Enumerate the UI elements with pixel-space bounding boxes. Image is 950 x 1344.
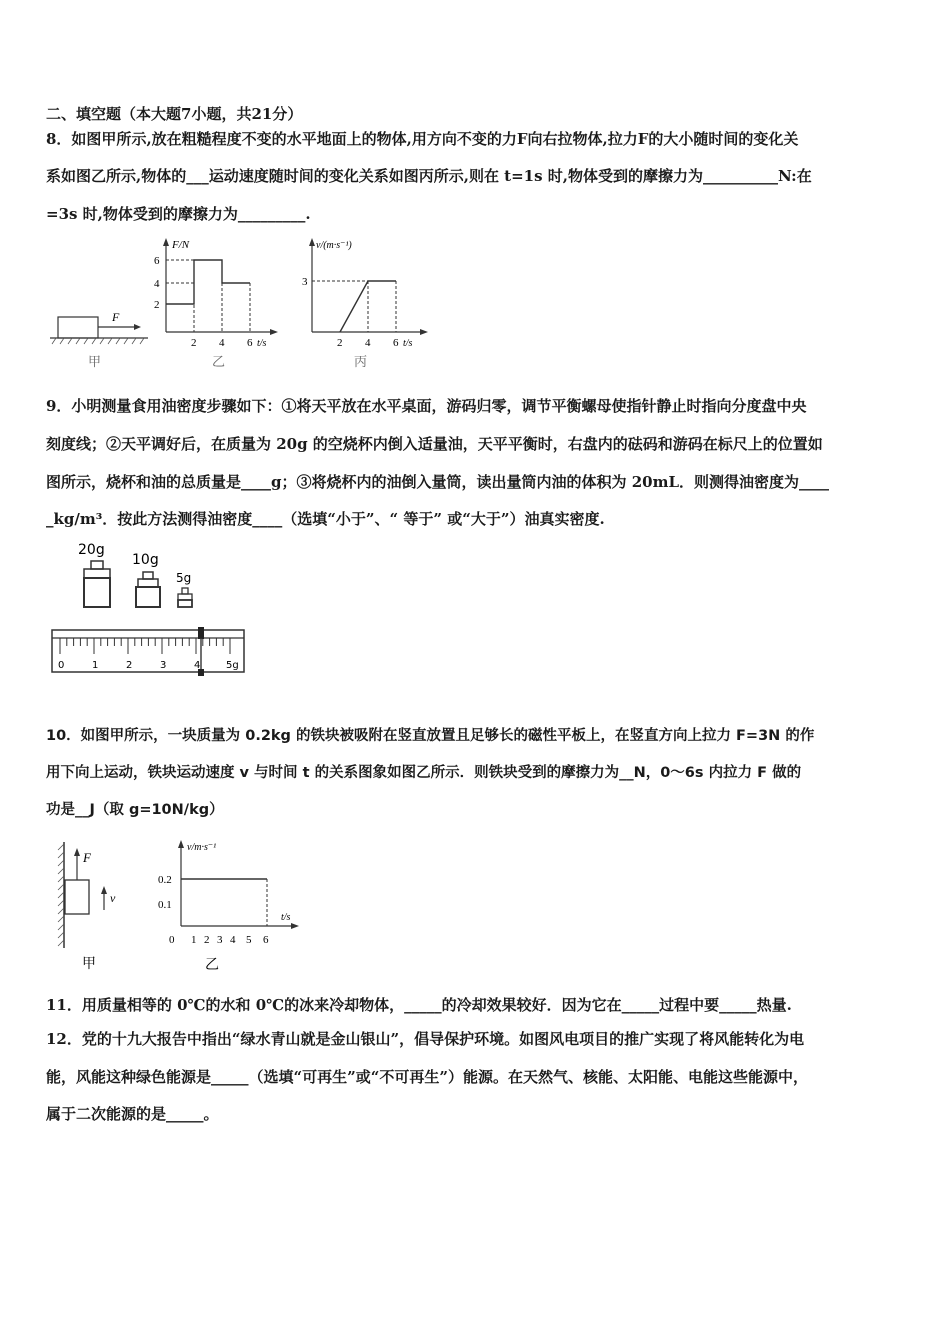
q10-figure-yi [155,836,305,976]
q12-line-2: 能，风能这种绿色能源是_____（选填“可再生”或“不可再生”）能源。在天然气、核能、太阳能、电能这些能源中， [46,1068,809,1086]
y-tick-0.1: 0.1 [158,899,172,911]
x-axis-label: t/s [281,912,291,923]
caption-jia: 甲 [82,957,96,972]
x-tick-6: 6 [263,934,269,946]
block [58,317,98,338]
scale-tick-5g: 5g [226,660,239,671]
x-tick-6: 6 [247,337,253,349]
x-tick-4: 4 [219,337,225,349]
x-axis-label: t/s [403,338,413,349]
scale-tick-4: 4 [194,660,201,671]
iron-block [65,880,89,914]
weight-label-5g: 5g [176,571,192,585]
x-tick-0: 0 [169,934,175,946]
q9-line-3: 图所示，烧杯和油的总质量是____g；③将烧杯内的油倒入量筒，读出量筒内油的体积为 20mL．则测得油密度为____ [46,473,830,491]
y-axis-arrow-icon [163,238,169,246]
q8-line-2: 系如图乙所示,物体的___运动速度随时间的变化关系如图丙所示,则在 t=1s 时,物体受到的摩擦力为__________N:在 [46,167,812,185]
x-axis-label: t/s [257,338,267,349]
guide-lines [166,260,250,332]
q8-line-3: =3s 时,物体受到的摩擦力为_________. [46,205,311,223]
x-tick-3: 3 [217,934,223,946]
scale-tick-3: 3 [160,660,167,671]
x-tick-6: 6 [393,337,399,349]
x-axis-arrow-icon [291,923,299,929]
q8-figure-jia [44,300,154,372]
force-curve [166,260,250,304]
q8-figure-bing [296,236,436,372]
q12-line-3: 属于二次能源的是_____。 [46,1105,219,1123]
velocity-label: v [110,891,116,905]
y-axis-label: v/(m·s⁻¹) [316,240,352,251]
x-tick-5: 5 [246,934,252,946]
q10-figure-jia [50,838,130,972]
y-tick-6: 6 [154,255,160,267]
x-tick-4: 4 [365,337,371,349]
y-tick-4: 4 [154,278,160,290]
y-axis-arrow-icon [309,238,315,246]
section-heading: 二、填空题（本大题7小题，共21分） [46,105,303,123]
x-tick-2: 2 [337,337,343,349]
scale-tick-1: 1 [92,660,99,671]
force-arrow-head-icon [74,848,80,856]
weight-20g-icon [84,561,110,607]
q9-line-2: 刻度线；②天平调好后，在质量为 20g 的空烧杯内倒入适量油，天平平衡时，右盘内的砝码和游码在标尺上的位置如 [46,435,823,453]
force-label: F [83,850,91,865]
q8-figure-yi [150,236,285,372]
weight-5g-icon [178,588,192,607]
y-axis-label: v/m·s⁻¹ [187,842,217,853]
y-axis-label: F/N [172,239,190,251]
q10-line-3: 功是__J（取 g=10N/kg） [46,802,224,818]
rider-top-icon [198,627,204,639]
q9-figure-balance [48,538,253,678]
caption-jia: 甲 [88,354,102,369]
x-axis-arrow-icon [270,329,278,335]
q8-line-1: 8．如图甲所示,放在粗糙程度不变的水平地面上的物体,用方向不变的力F向右拉物体,拉力F的大小随时间的变化关 [46,130,799,148]
x-tick-4: 4 [230,934,236,946]
y-tick-3: 3 [302,276,308,288]
caption-yi: 乙 [205,958,219,973]
force-label: F [112,310,120,324]
scale-tick-2: 2 [126,660,133,671]
tare-scale [52,627,244,676]
board-hatching [58,844,64,946]
x-tick-2: 2 [204,934,210,946]
q9-line-1: 9．小明测量食用油密度步骤如下：①将天平放在水平桌面，游码归零，调节平衡螺母使指针静止时指向分度盘中央 [46,397,807,415]
x-tick-2: 2 [191,337,197,349]
y-axis-arrow-icon [178,840,184,848]
q10-line-1: 10．如图甲所示，一块质量为 0.2kg 的铁块被吸附在竖直放置且足够长的磁性平板上，在竖直方向上拉力 F=3N 的作 [46,728,815,744]
caption-bing: 丙 [354,354,368,369]
q11-line-1: 11．用质量相等的 0℃的水和 0℃的冰来冷却物体，_____的冷却效果较好．因为它在_____过程中要_____热量. [46,996,792,1014]
velocity-arrow-head-icon [101,886,107,894]
ground-hatching [52,338,144,344]
weight-label-10g: 10g [132,552,159,568]
q10-line-2: 用下向上运动，铁块运动速度 v 与时间 t 的关系图象如图乙所示．则铁块受到的摩擦力为__N，0～6s 内拉力 F 做的 [46,765,802,781]
caption-yi: 乙 [212,354,226,369]
scale-tick-0: 0 [58,660,65,671]
q12-line-1: 12．党的十九大报告中指出“绿水青山就是金山银山”，倡导保护环境。如图风电项目的推广实现了将风能转化为电 [46,1030,805,1048]
x-axis-arrow-icon [420,329,428,335]
arrow-head-icon [134,324,141,330]
y-tick-0.2: 0.2 [158,874,172,886]
x-tick-1: 1 [191,934,197,946]
q9-line-4: _kg/m³．按此方法测得油密度____（选填“小于”、“ 等于” 或“大于”）油真实密度. [46,510,605,528]
weight-label-20g: 20g [78,542,105,558]
weight-10g-icon [136,572,160,607]
y-tick-2: 2 [154,299,160,311]
